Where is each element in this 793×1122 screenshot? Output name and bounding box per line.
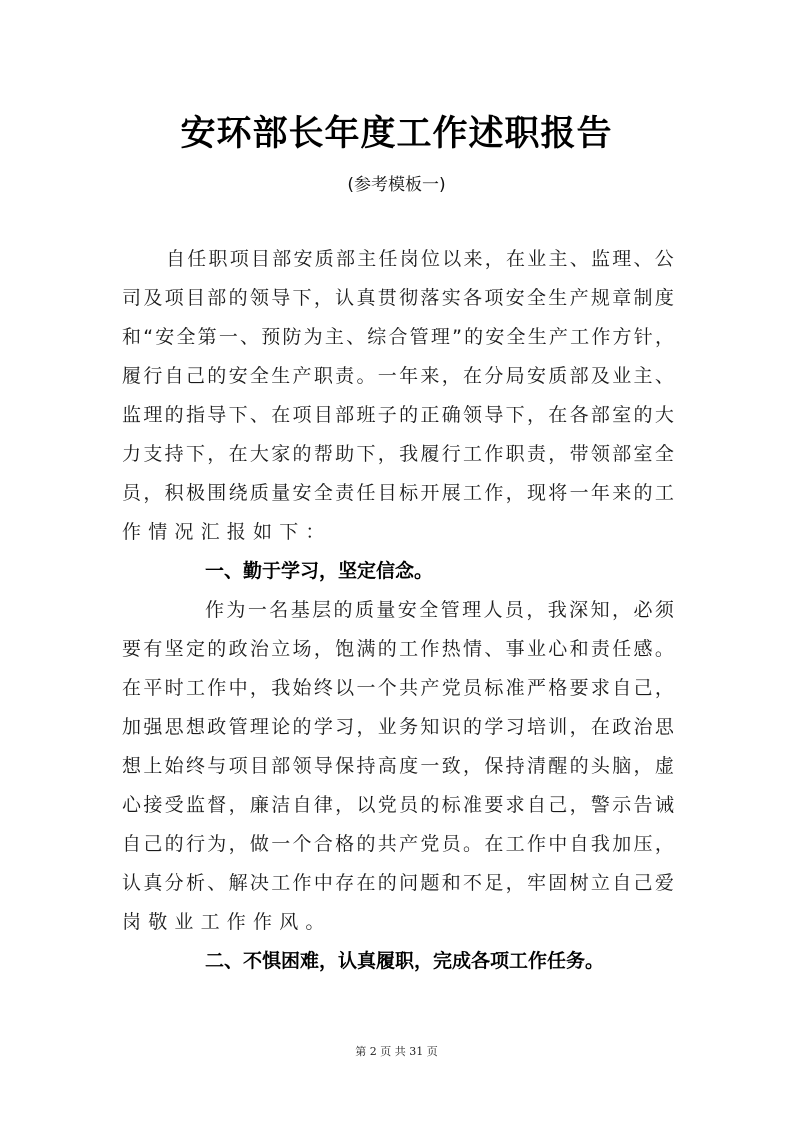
text-line: 要 有 坚 定 的 政 治 立 场 ， 饱 满 的 工 作 热 情 、 事 业 心 和 责 任 感 。 (122, 638, 674, 660)
text-line: 监 理 的 指 导 下 、 在 项 目 部 班 子 的 正 确 领 导 下 ， 在 各 部 室 的 大 (122, 404, 674, 426)
paragraph-intro (122, 247, 674, 559)
text-line: 和 “ 安 全 第 一 、 预 防 为 主 、 综 合 管 理 ” 的 安 全 生 产 工 作 方 针 ， (122, 326, 674, 348)
text-line: 作 为 一 名 基 层 的 质 量 安 全 管 理 人 员 ， 我 深 知 ， 必 须 (205, 599, 674, 621)
text-line: 自 任 职 项 目 部 安 质 部 主 任 岗 位 以 来 ， 在 业 主 、 监 理 、 公 (166, 248, 674, 270)
page-footer: 第 2 页 共 31 页 (355, 1045, 438, 1058)
text-line: 想 上 始 终 与 项 目 部 领 导 保 持 高 度 一 致 ， 保 持 清 醒 的 头 脑 ， 虚 (122, 755, 674, 777)
text-line: 员 ， 积 极 围 绕 质 量 安 全 责 任 目 标 开 展 工 作 ， 现 将 一 年 来 的 工 (122, 482, 674, 504)
section-heading-2: 二、不惧困难，认真履职，完成各项工作任务。 (205, 950, 605, 972)
document-body (122, 247, 674, 988)
section-heading-1: 一、勤于学习，坚定信念。 (205, 560, 434, 582)
text-line: 在 平 时 工 作 中 ， 我 始 终 以 一 个 共 产 党 员 标 准 严 格 要 求 自 己 ， (122, 677, 674, 699)
text-line: 认 真 分 析 、 解 决 工 作 中 存 在 的 问 题 和 不 足 ， 牢 固 树 立 自 己 爱 (122, 872, 674, 894)
text-line: 力 支 持 下 ， 在 大 家 的 帮 助 下 ， 我 履 行 工 作 职 责 ， 带 领 部 室 全 (122, 443, 674, 465)
text-line: 岗敬业工作作风。 (122, 911, 332, 933)
document-title: 安环部长年度工作述职报告 (180, 114, 613, 154)
text-line: 自 己 的 行 为 ， 做 一 个 合 格 的 共 产 党 员 。 在 工 作 中 自 我 加 压 ， (122, 833, 674, 855)
document-subtitle: (参考模板一) (347, 175, 446, 195)
text-line: 作情况汇报如下： (122, 521, 332, 543)
text-line: 加 强 思 想 政 管 理 论 的 学 习 ， 业 务 知 识 的 学 习 培 训 ， 在 政 治 思 (122, 716, 674, 738)
text-line: 履 行 自 己 的 安 全 生 产 职 责 。 一 年 来 ， 在 分 局 安 质 部 及 业 主 、 (122, 365, 674, 387)
paragraph-section-1 (122, 598, 674, 949)
text-line: 司 及 项 目 部 的 领 导 下 ， 认 真 贯 彻 落 实 各 项 安 全 生 产 规 章 制 度 (122, 287, 674, 309)
text-line: 心 接 受 监 督 ， 廉 洁 自 律 ， 以 党 员 的 标 准 要 求 自 己 ， 警 示 告 诫 (122, 794, 674, 816)
